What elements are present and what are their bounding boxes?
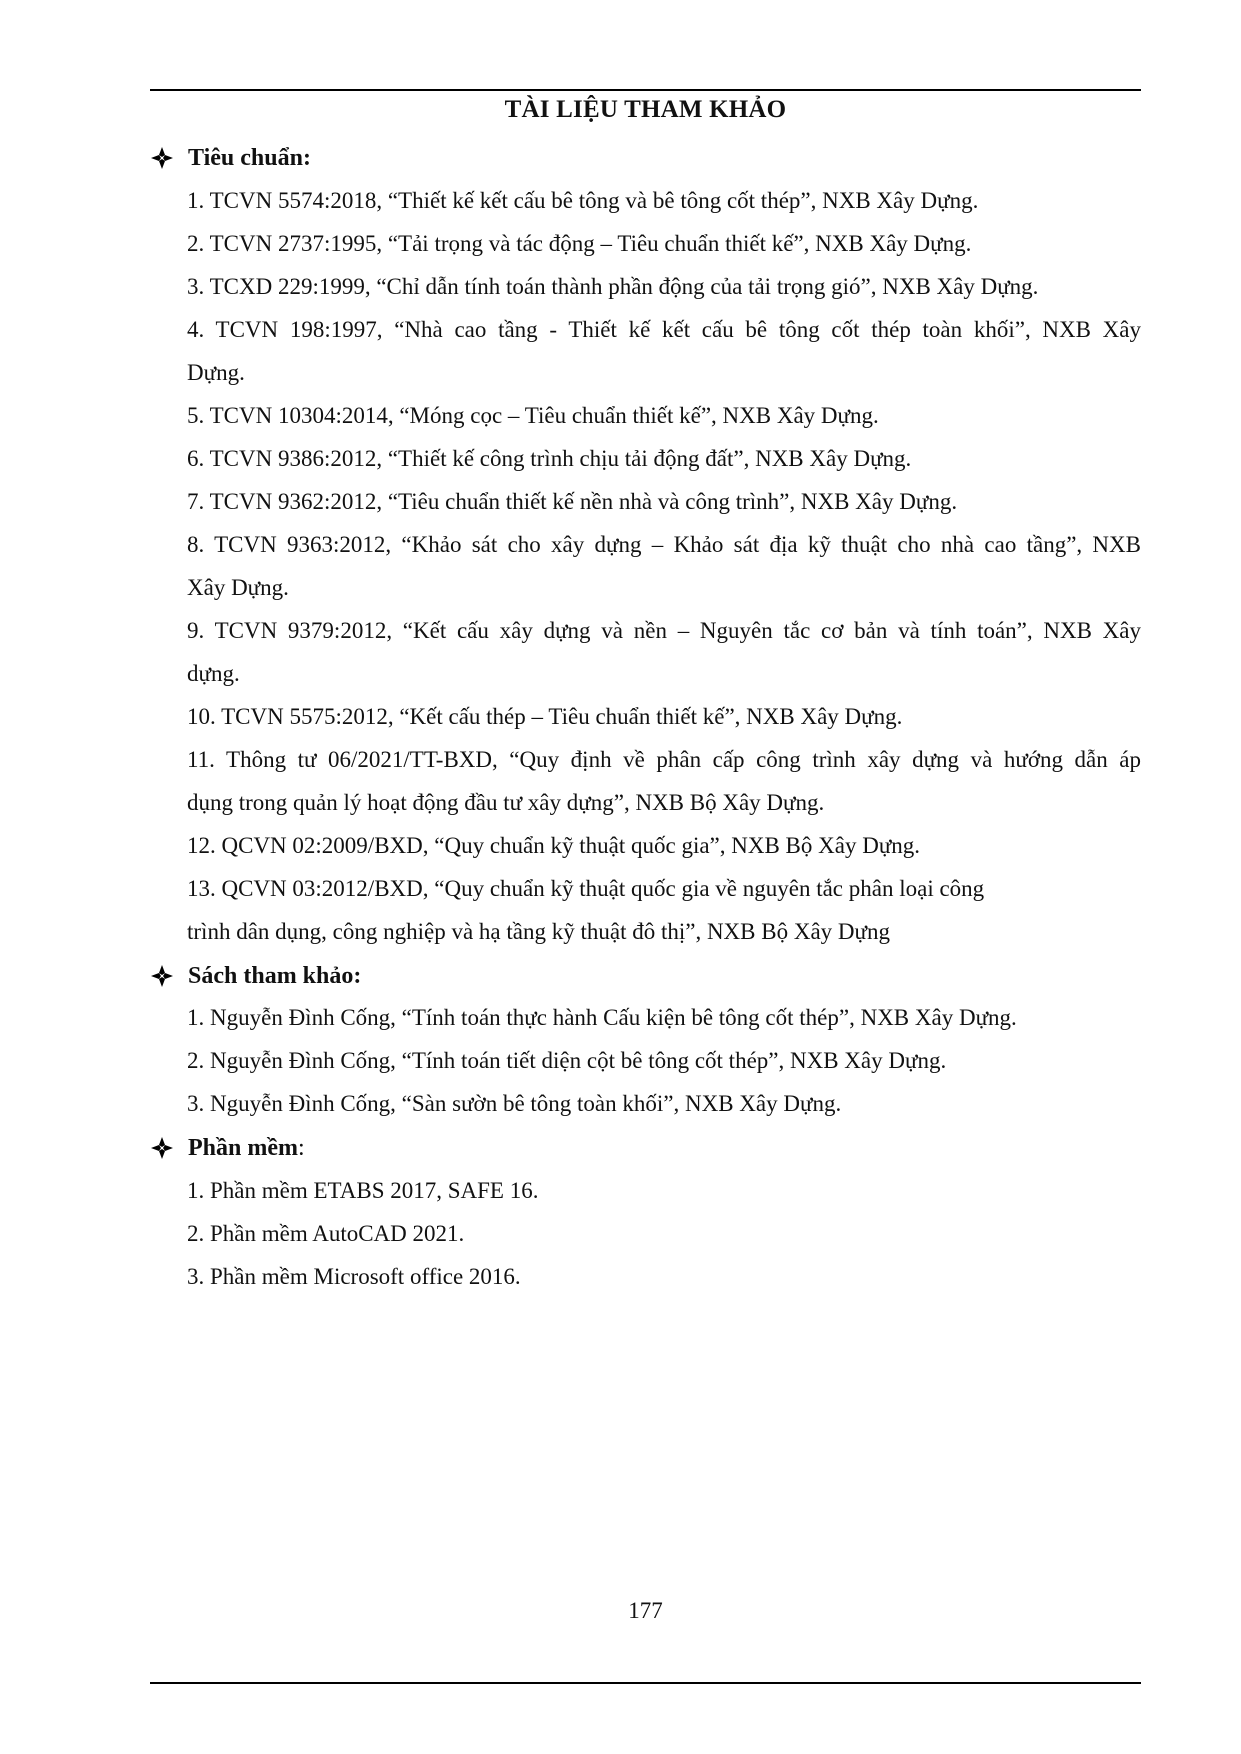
reference-line: 1. TCVN 5574:2018, “Thiết kế kết cấu bê tông và bê tông cốt thép”, NXB Xây Dựng. (187, 188, 979, 213)
reference-line: 3. TCXD 229:1999, “Chỉ dẫn tính toán thành phần động của tải trọng gió”, NXB Xây Dựng. (187, 274, 1039, 299)
reference-line: 12. QCVN 02:2009/BXD, “Quy chuẩn kỹ thuật quốc gia”, NXB Bộ Xây Dựng. (187, 833, 921, 858)
reference-line: 2. TCVN 2737:1995, “Tải trọng và tác động – Tiêu chuẩn thiết kế”, NXB Xây Dựng. (187, 231, 972, 256)
page-number: 177 (628, 1598, 663, 1623)
reference-line: 5. TCVN 10304:2014, “Móng cọc – Tiêu chuẩn thiết kế”, NXB Xây Dựng. (187, 403, 879, 428)
reference-line: 6. TCVN 9386:2012, “Thiết kế công trình chịu tải động đất”, NXB Xây Dựng. (187, 446, 912, 471)
reference-line: 13. QCVN 03:2012/BXD, “Quy chuẩn kỹ thuật quốc gia về nguyên tắc phân loại công (187, 876, 985, 901)
section-heading-label: Tiêu chuẩn: (188, 144, 311, 171)
section-heading-software (150, 1130, 305, 1166)
section-heading-colon: : (298, 1134, 305, 1161)
reference-line: 8. TCVN 9363:2012, “Khảo sát cho xây dựng – Khảo sát địa kỹ thuật cho nhà cao tầng”, NXB (187, 532, 1141, 557)
section-heading-standards (150, 140, 311, 176)
reference-line: 11. Thông tư 06/2021/TT-BXD, “Quy định về phân cấp công trình xây dựng và hướng dẫn áp (187, 747, 1141, 772)
section-heading-label: Sách tham khảo: (188, 962, 362, 989)
section-heading-books (150, 958, 361, 994)
footer-rule (150, 1682, 1141, 1684)
reference-line-continuation: dựng. (187, 661, 240, 686)
reference-line: 1. Nguyễn Đình Cống, “Tính toán thực hành Cấu kiện bê tông cốt thép”, NXB Xây Dựng. (187, 1005, 1017, 1030)
diamond-bullet-icon (150, 964, 174, 988)
reference-line: 3. Nguyễn Đình Cống, “Sàn sườn bê tông toàn khối”, NXB Xây Dựng. (187, 1091, 842, 1116)
reference-line: 10. TCVN 5575:2012, “Kết cấu thép – Tiêu chuẩn thiết kế”, NXB Xây Dựng. (187, 704, 903, 729)
header-rule (150, 89, 1141, 91)
reference-line-continuation: Xây Dựng. (187, 575, 289, 600)
reference-line-continuation: trình dân dụng, công nghiệp và hạ tầng kỹ thuật đô thị”, NXB Bộ Xây Dựng (187, 919, 890, 944)
page-title: TÀI LIỆU THAM KHẢO (504, 96, 787, 123)
reference-line-continuation: Dựng. (187, 360, 245, 385)
reference-line: 4. TCVN 198:1997, “Nhà cao tầng - Thiết kế kết cấu bê tông cốt thép toàn khối”, NXB Xây (187, 317, 1141, 342)
reference-line: 2. Phần mềm AutoCAD 2021. (187, 1221, 465, 1246)
reference-line: 1. Phần mềm ETABS 2017, SAFE 16. (187, 1178, 539, 1203)
reference-line: 3. Phần mềm Microsoft office 2016. (187, 1264, 521, 1289)
diamond-bullet-icon (150, 1136, 174, 1160)
reference-line-continuation: dụng trong quản lý hoạt động đầu tư xây dựng”, NXB Bộ Xây Dựng. (187, 790, 825, 815)
reference-line: 7. TCVN 9362:2012, “Tiêu chuẩn thiết kế nền nhà và công trình”, NXB Xây Dựng. (187, 489, 958, 514)
reference-line: 9. TCVN 9379:2012, “Kết cấu xây dựng và nền – Nguyên tắc cơ bản và tính toán”, NXB Xây (187, 618, 1141, 643)
section-heading-label: Phần mềm (188, 1134, 298, 1161)
reference-line: 2. Nguyễn Đình Cống, “Tính toán tiết diện cột bê tông cốt thép”, NXB Xây Dựng. (187, 1048, 947, 1073)
diamond-bullet-icon (150, 146, 174, 170)
